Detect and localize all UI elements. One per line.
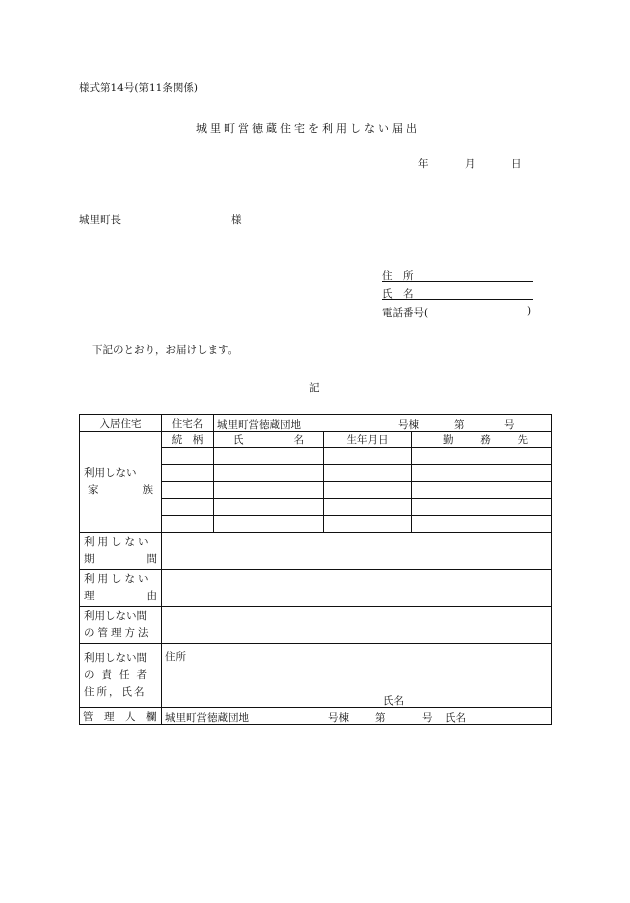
col-workplace: 勤 務 先 xyxy=(412,432,552,448)
manager-complex: 城里町営徳蔵団地 xyxy=(165,711,249,724)
applicant-name-field[interactable] xyxy=(382,286,533,300)
document-title: 城里町営徳蔵住宅を利用しない届出 xyxy=(196,122,420,135)
manager-value[interactable] xyxy=(162,708,552,725)
addressee-honorific: 様 xyxy=(231,214,242,226)
house-name-label: 住宅名 xyxy=(162,415,214,432)
date-month-label: 月 xyxy=(465,158,476,170)
applicant-address-label: 住 所 xyxy=(382,270,414,282)
responsible-name-label: 氏名 xyxy=(383,694,404,707)
col-birthdate: 生年月日 xyxy=(324,432,412,448)
family-label-cell xyxy=(80,432,162,533)
applicant-name-label: 氏 名 xyxy=(382,288,414,300)
col-relation: 続 柄 xyxy=(162,432,214,448)
management-row xyxy=(80,607,552,644)
responsible-address-label: 住所 xyxy=(165,650,186,663)
family-header-row xyxy=(80,432,552,448)
family-label-line2: 家 族 xyxy=(88,484,153,496)
management-value[interactable] xyxy=(162,607,552,644)
residence-room-prefix: 第 xyxy=(454,418,465,431)
reason-label: 利用しない 理 由 xyxy=(80,570,162,607)
manager-row xyxy=(80,708,552,725)
reason-value[interactable] xyxy=(162,570,552,607)
residence-label: 入居住宅 xyxy=(80,415,162,432)
residence-building: 号棟 xyxy=(398,418,419,431)
applicant-address-field[interactable] xyxy=(382,268,533,282)
management-label: 利用しない間 の管理方法 xyxy=(80,607,162,644)
application-table xyxy=(79,414,552,725)
applicant-phone-close: ) xyxy=(527,305,532,317)
addressee-name: 城里町長 xyxy=(79,214,121,226)
residence-value-cell[interactable] xyxy=(214,415,552,432)
ki-label: 記 xyxy=(309,382,320,394)
manager-label: 管 理 人 欄 xyxy=(80,708,162,725)
manager-name-label: 氏名 xyxy=(445,711,466,724)
period-row xyxy=(80,533,552,570)
applicant-phone-label: 電話番号( xyxy=(382,307,429,319)
date-day-label: 日 xyxy=(511,158,522,170)
responsible-row xyxy=(80,644,552,708)
family-label-line1: 利用しない xyxy=(84,467,137,479)
col-name: 氏 名 xyxy=(214,432,324,448)
form-number: 様式第14号(第11条関係) xyxy=(79,82,198,94)
date-year-label: 年 xyxy=(418,158,429,170)
manager-room-prefix: 第 xyxy=(375,711,386,724)
reason-row xyxy=(80,570,552,607)
residence-row xyxy=(80,415,552,432)
period-value[interactable] xyxy=(162,533,552,570)
responsible-label: 利用しない間 の責任者 住所，氏名 xyxy=(80,644,162,708)
manager-room-suffix: 号 xyxy=(422,711,433,724)
responsible-value[interactable] xyxy=(162,644,552,708)
intro-text: 下記のとおり，お届けします。 xyxy=(92,344,239,356)
residence-room-suffix: 号 xyxy=(504,418,515,431)
residence-complex: 城里町営徳蔵団地 xyxy=(217,418,301,431)
period-label: 利用しない 期 間 xyxy=(80,533,162,570)
manager-building: 号棟 xyxy=(328,711,349,724)
